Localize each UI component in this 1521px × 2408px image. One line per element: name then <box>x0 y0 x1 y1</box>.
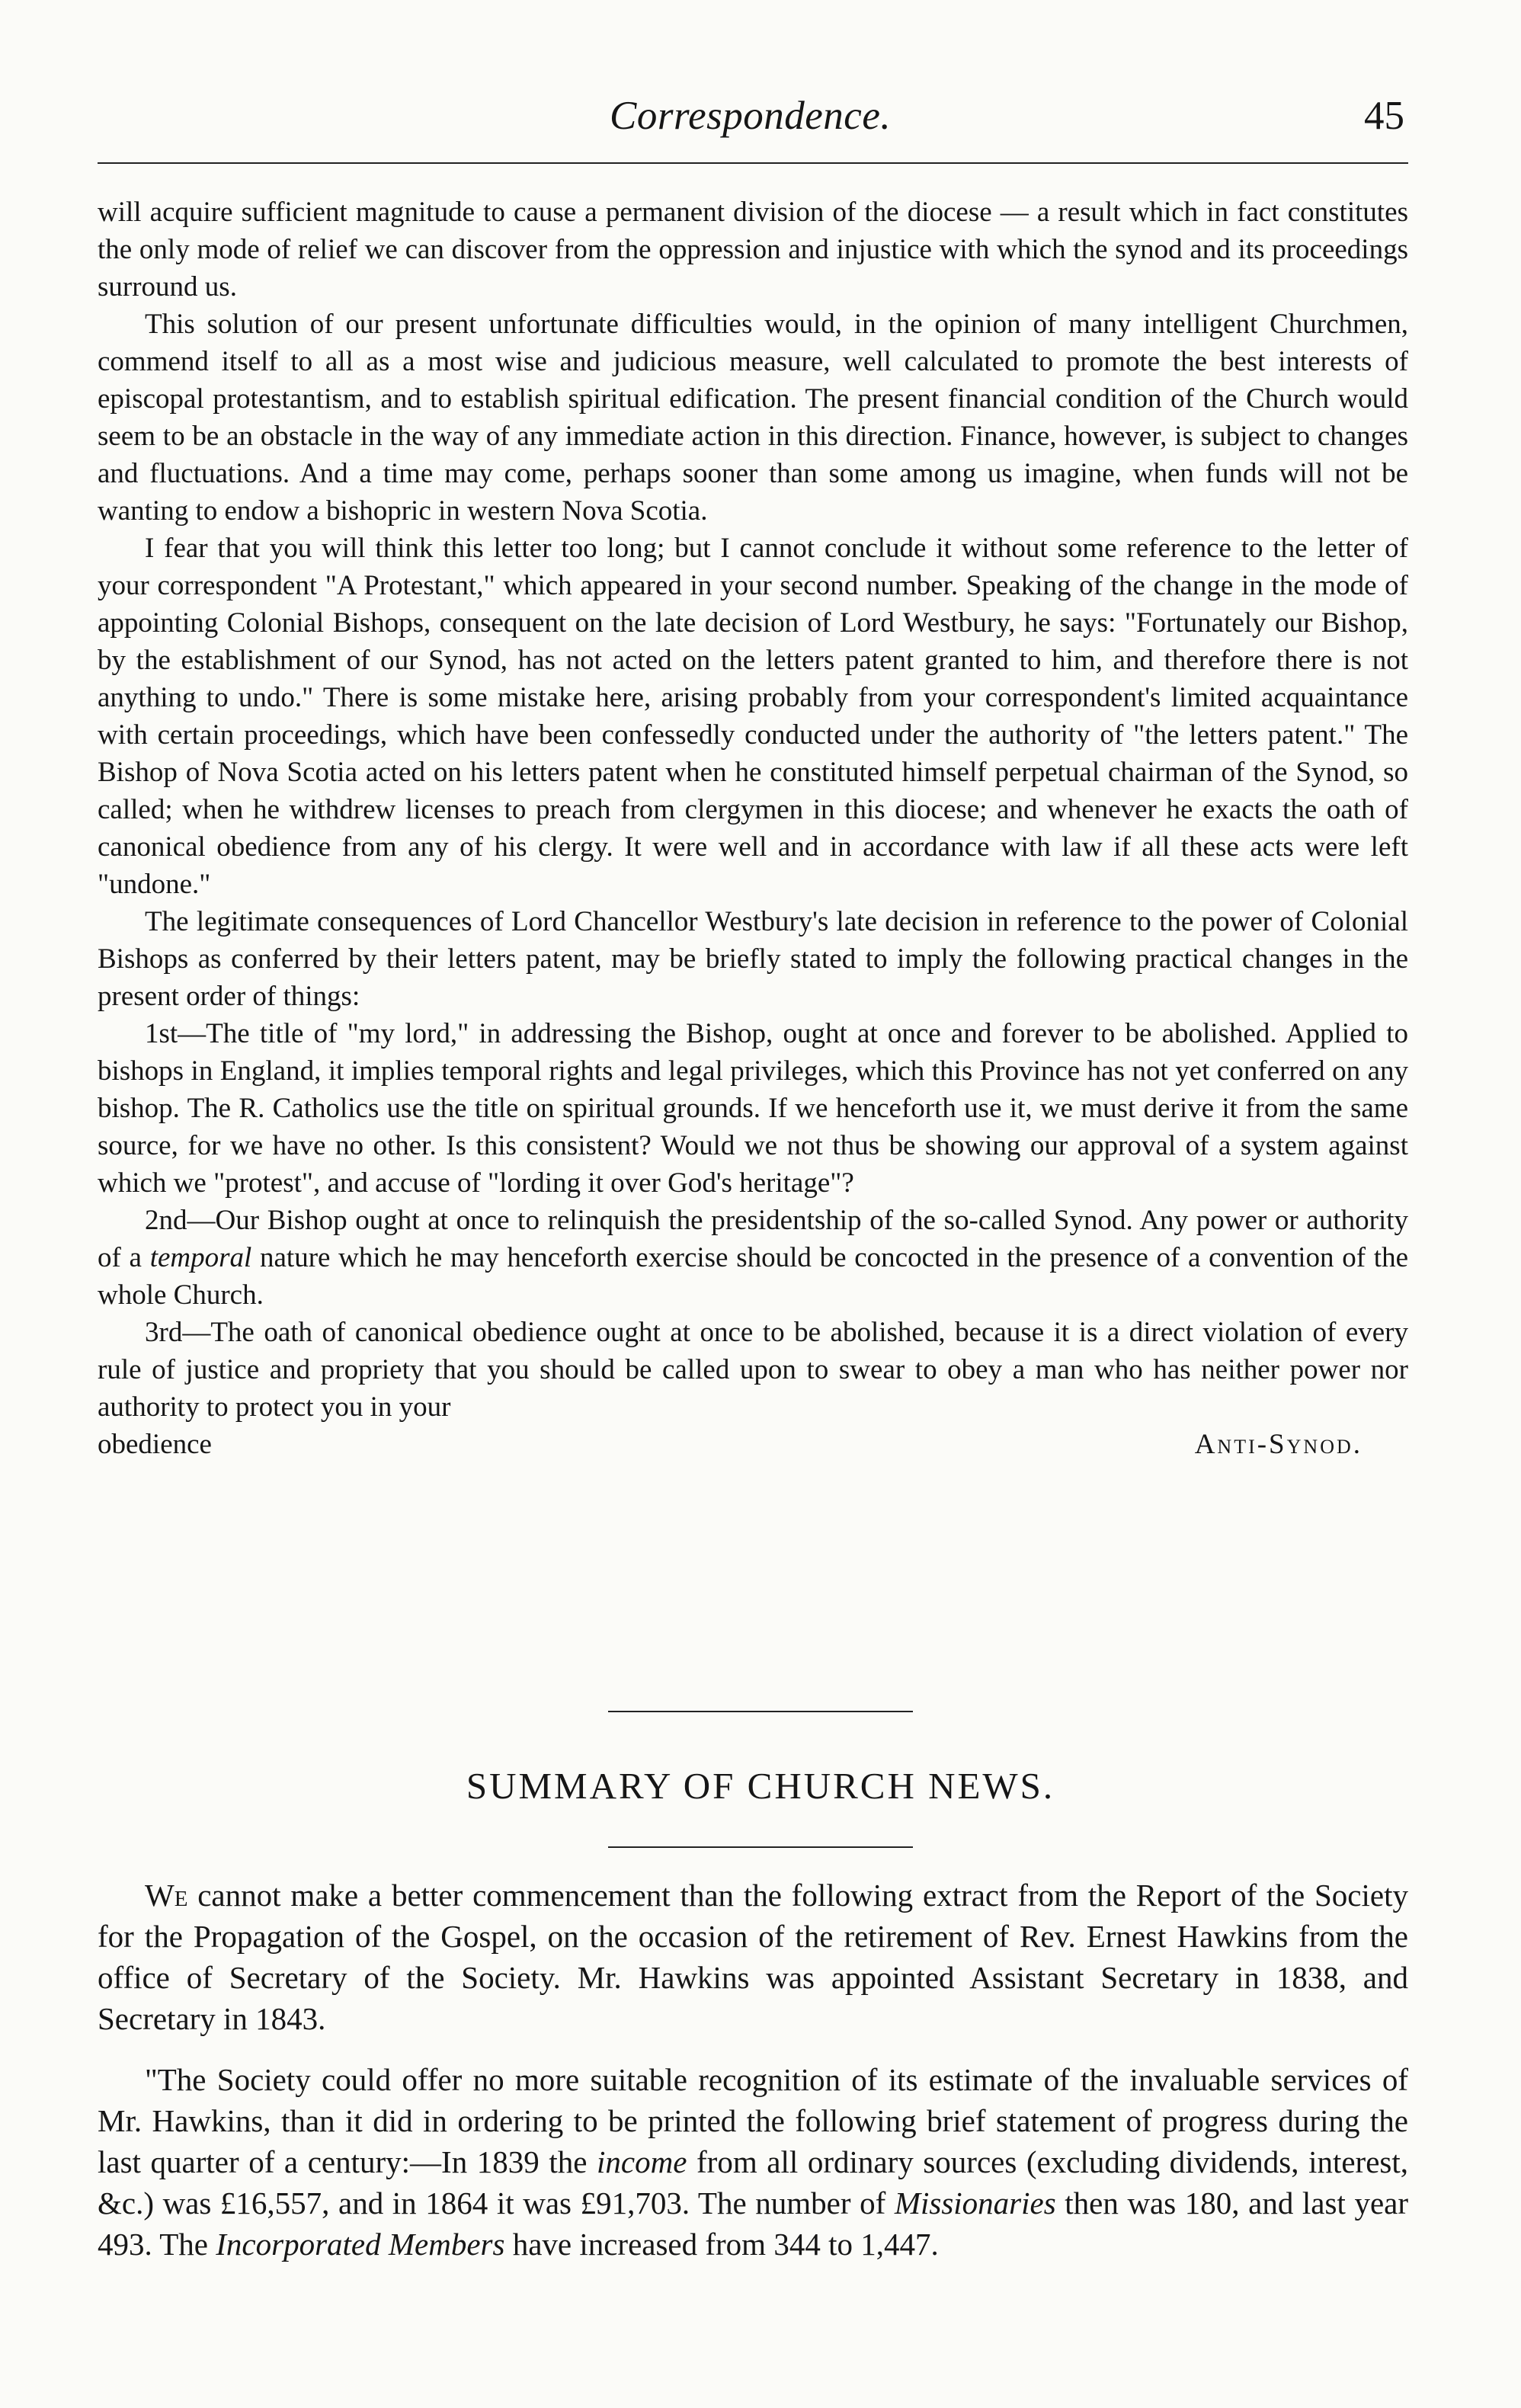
point-second-text-end: nature which he may henceforth exercise should be concocted in the presence of a convention of the whole Church. <box>98 1242 1408 1311</box>
page-header <box>0 93 1521 154</box>
intro-small-caps: We <box>145 1878 188 1913</box>
quote-emphasis-missionaries: Missionaries <box>894 2185 1056 2221</box>
heading-underline <box>608 1846 913 1848</box>
point-first: 1st—The title of "my lord," in addressing the Bishop, ought at once and forever to be abolished. Applied to bishops in England, it implies temporal rights and legal privileges, which this Province has not yet conferred on any bishop. The R. Catholics use the title on spiritual grounds. If we henceforth use it, we must derive it from the same source, for we have no other. Is this consistent? Would we not thus be showing our approval of a system against which we "protest", and accuse of "lording it over God's heritage"? <box>98 1018 1408 1199</box>
header-rule <box>98 162 1408 164</box>
section-heading: SUMMARY OF CHURCH NEWS. <box>466 1765 1055 1807</box>
letter-paragraph: This solution of our present unfortunate difficulties would, in the opinion of many intelligent Churchmen, commend itself to all as a most wise and judicious measure, well calculated to promote the best interests of episcopal protestantism, and to establish spiritual edification. The present financial condition of the Church would seem to be an obstacle in the way of any immediate action in this direction. Finance, however, is subject to changes and fluctuations. And a time may come, perhaps sooner than some among us imagine, when funds will not be wanting to endow a bishopric in western Nova Scotia. <box>98 309 1408 527</box>
signature: Anti-Synod. <box>1194 1429 1362 1460</box>
quote-text: from all ordinary sources (excluding dividends, interest, &c.) was £16,557, and in 1864 it was £91,703. The number of <box>98 2144 1408 2221</box>
point-second-emphasis: temporal <box>149 1242 252 1273</box>
quote-text: "The Society could offer no more suitable recognition of its estimate of the invaluable services of Mr. Hawkins, than it did in ordering to be printed the following brief statement of progress during the last quarter of a century:—In 1839 the <box>98 2062 1408 2179</box>
quote-text: then was 180, and last year 493. The <box>98 2185 1408 2262</box>
page-number: 45 <box>1364 94 1404 138</box>
intro-text: cannot make a better commencement than the following extract from the Report of the Society for the Propagation of the Gospel, on the occasion of the retirement of Rev. Ernest Hawkins from the office of Secretary of the Society. Mr. Hawkins was appointed Assistant Secretary in 1838, and Secretary in 1843. <box>98 1878 1408 2036</box>
quote-emphasis-income: income <box>597 2144 687 2179</box>
letter-body <box>98 194 1408 1463</box>
letter-paragraph: The legitimate consequences of Lord Chancellor Westbury's late decision in reference to the power of Colonial Bishops as conferred by their letters patent, may be briefly stated to imply the following practical changes in the present order of things: <box>98 906 1408 1012</box>
summary-quote <box>98 2059 1408 2265</box>
quote-emphasis-members: Incorporated Members <box>216 2227 505 2262</box>
letter-paragraph: I fear that you will think this letter too long; but I cannot conclude it without some reference to the letter of your correspondent "A Protestant," which appeared in your second number. Speaking of the change in the mode of appointing Colonial Bishops, consequent on the late decision of Lord Westbury, he says: "Fortunately our Bishop, by the establishment of our Synod, has not acted on the letters patent granted to him, and therefore there is not anything to undo." There is some mistake here, arising probably from your correspondent's limited acquaintance with certain proceedings, which have been confessedly conducted under the authority of "the letters patent." The Bishop of Nova Scotia acted on his letters patent when he constituted himself perpetual chairman of the Synod, so called; when he withdrew licenses to preach from clergymen in this diocese; and whenever he exacts the oath of canonical obedience from any of his clergy. It were well and in accordance with law if all these acts were left "undone." <box>98 533 1408 900</box>
point-second-text: 2nd—Our Bishop ought at once to relinquish the presidentship of the so-called Synod. Any power or authority of a <box>98 1205 1408 1273</box>
summary-body <box>98 1875 1408 2265</box>
section-divider <box>608 1711 913 1712</box>
signature-line <box>98 1426 1408 1463</box>
letter-paragraph: will acquire sufficient magnitude to cause a permanent division of the diocese — a result which in fact constitutes the only mode of relief we can discover from the oppression and injustice with which the synod and its proceedings surround us. <box>98 197 1408 303</box>
point-third: 3rd—The oath of canonical obedience ought at once to be abolished, because it is a direct violation of every rule of justice and propriety that you should be called upon to swear to obey a man who has neither power nor authority to protect you in your <box>98 1317 1408 1423</box>
quote-text: have increased from 344 to 1,447. <box>504 2227 939 2262</box>
running-title: Correspondence. <box>610 94 892 138</box>
point-second <box>98 1202 1408 1314</box>
summary-intro <box>98 1875 1408 2039</box>
closing-word: obedience <box>98 1429 212 1460</box>
